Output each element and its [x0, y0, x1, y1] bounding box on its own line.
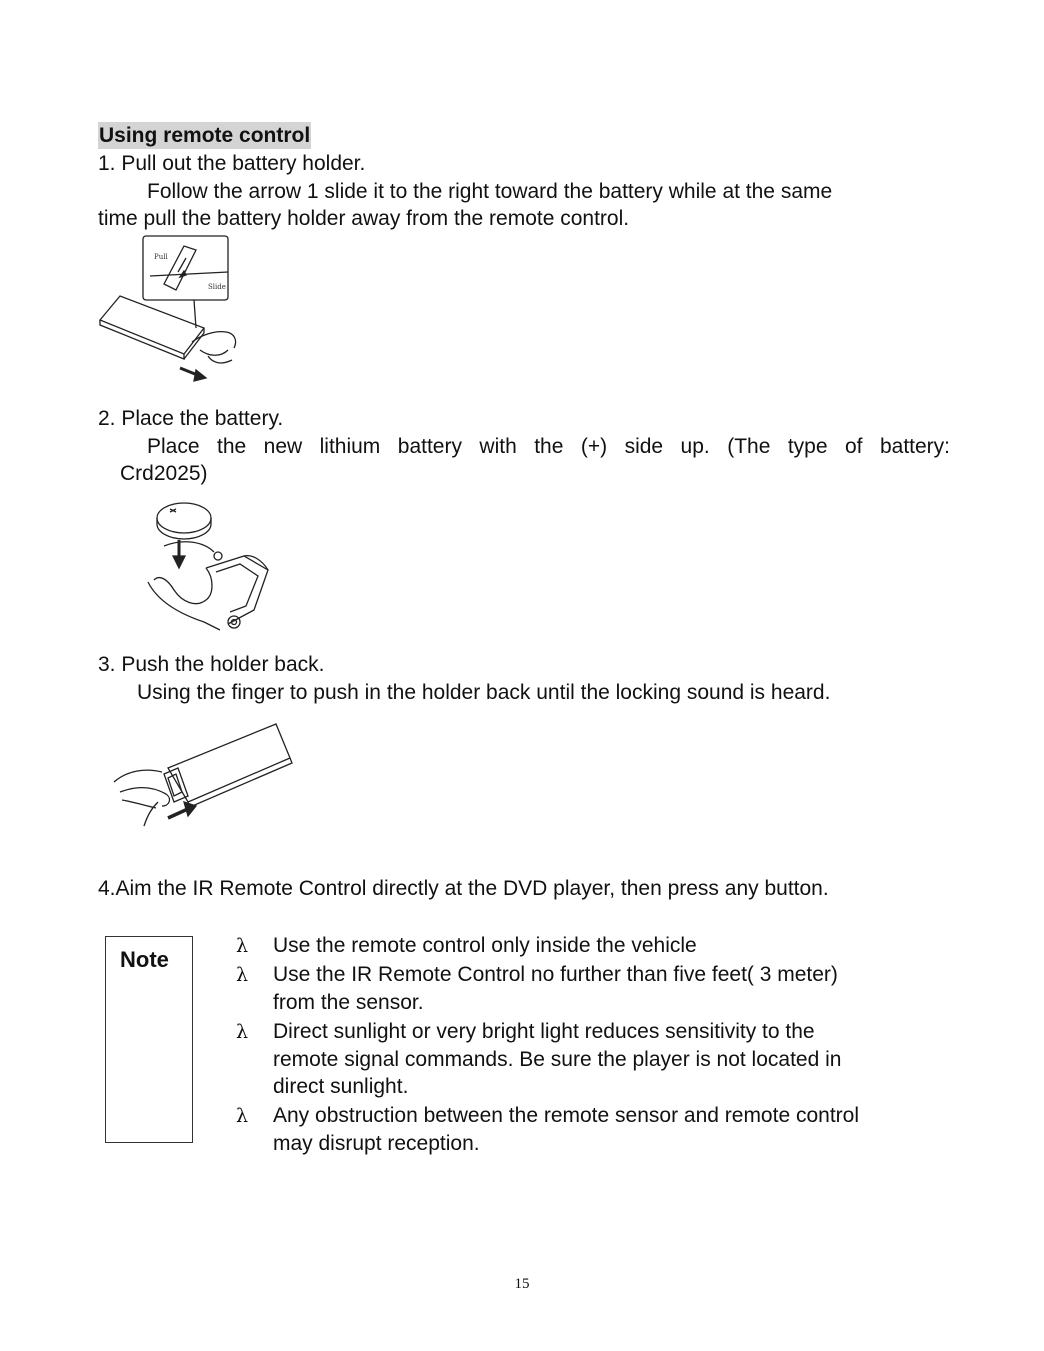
note-item-3-line-2: remote signal commands. Be sure the player is not located in	[273, 1048, 842, 1071]
note-box	[105, 936, 193, 1143]
step-4-heading: 4.Aim the IR Remote Control directly at the DVD player, then press any button.	[98, 877, 829, 900]
pull-battery-holder-figure	[96, 232, 246, 384]
step-1-text-line-1: Follow the arrow 1 slide it to the right toward the battery while at the same	[147, 180, 833, 203]
bullet-icon: λ	[236, 1105, 249, 1127]
step-1-heading: 1. Pull out the battery holder.	[98, 152, 366, 175]
push-holder-back-figure	[112, 722, 294, 830]
note-item-3-line-3: direct sunlight.	[273, 1075, 409, 1098]
step-3-heading: 3. Push the holder back.	[98, 653, 325, 676]
step-3-text-line-1: Using the finger to push in the holder back until the locking sound is heard.	[137, 681, 831, 704]
bullet-icon: λ	[236, 1021, 249, 1043]
bullet-icon: λ	[236, 935, 249, 957]
note-item-2-line-2: from the sensor.	[273, 991, 424, 1014]
note-label: Note	[120, 947, 169, 972]
note-item-1-line-1: Use the remote control only inside the vehicle	[273, 934, 697, 957]
figure-label-slide: Slide	[208, 283, 226, 291]
figure-label-pull: Pull	[154, 253, 168, 261]
note-item-4-line-2: may disrupt reception.	[273, 1132, 480, 1155]
note-item-4-line-1: Any obstruction between the remote sensor and remote control	[273, 1104, 859, 1127]
place-battery-figure	[144, 498, 274, 638]
bullet-icon: λ	[236, 964, 249, 986]
step-2-text-line-2: Crd2025)	[120, 462, 208, 485]
note-item-2-line-1: Use the IR Remote Control no further than five feet( 3 meter)	[273, 963, 838, 986]
step-1-text-line-2: time pull the battery holder away from the remote control.	[98, 207, 630, 230]
step-2-heading: 2. Place the battery.	[98, 407, 284, 430]
step-2-text-line-1: Place the new lithium battery with the (+) side up. (The type of battery:	[147, 435, 950, 458]
page-number: 15	[514, 1276, 530, 1292]
section-title: Using remote control	[99, 124, 311, 147]
note-item-3-line-1: Direct sunlight or very bright light reduces sensitivity to the	[273, 1020, 815, 1043]
